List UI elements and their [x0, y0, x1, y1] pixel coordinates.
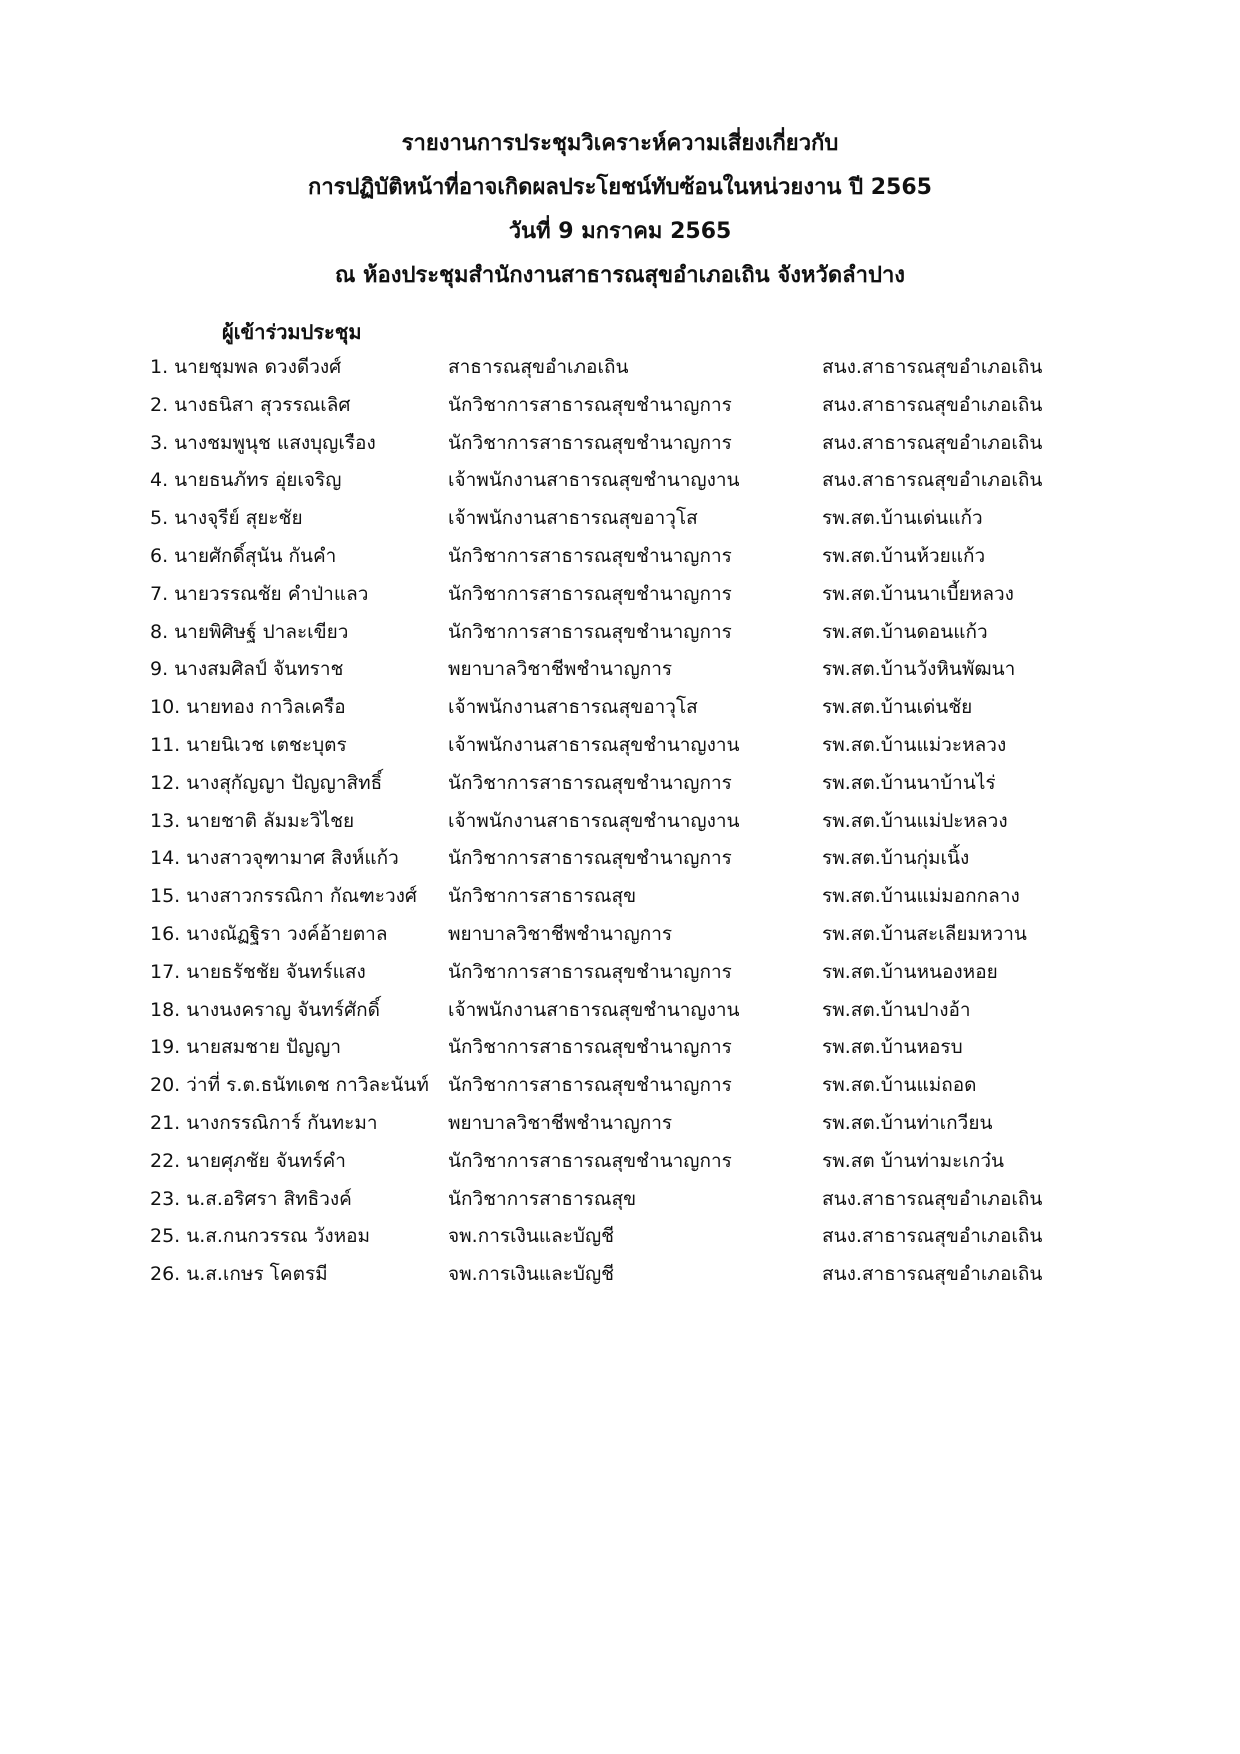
- attendee-number-name: 17. นายธรัชชัย จันทร์แสง: [150, 960, 366, 983]
- attendee-number-name: 13. นายชาติ ลัมมะวิไชย: [150, 809, 355, 832]
- attendee-organization: รพ.สต.บ้านวังหินพัฒนา: [822, 658, 1016, 681]
- attendee-number-name: 2. นางธนิสา สุวรรณเลิศ: [150, 393, 351, 416]
- list-item: [150, 425, 1090, 463]
- list-item: [150, 840, 1090, 878]
- list-item: [150, 1105, 1090, 1143]
- attendee-number-name: 10. นายทอง กาวิลเครือ: [150, 696, 346, 719]
- attendee-position: พยาบาลวิชาชีพชำนาญการ: [448, 922, 673, 945]
- attendee-position: นักวิชาการสาธารณสุขชำนาญการ: [448, 544, 732, 567]
- attendee-number-name: 15. นางสาวกรรณิกา กัณฑะวงศ์: [150, 885, 417, 908]
- attendee-organization: รพ.สต.บ้านแม่ปะหลวง: [822, 809, 1008, 832]
- attendee-number-name: 5. นางจุรีย์ สุยะชัย: [150, 507, 303, 530]
- attendee-organization: รพ.สต.บ้านท่าเกวียน: [822, 1111, 993, 1134]
- attendee-position: เจ้าพนักงานสาธารณสุขอาวุโส: [448, 507, 698, 530]
- list-item: [150, 689, 1090, 727]
- attendee-number-name: 11. นายนิเวช เตชะบุตร: [150, 733, 347, 756]
- attendee-organization: รพ.สต.บ้านนาเบี้ยหลวง: [822, 582, 1014, 605]
- list-item: [150, 614, 1090, 652]
- list-item: [150, 916, 1090, 954]
- attendee-number-name: 26. น.ส.เกษร โคตรมี: [150, 1263, 328, 1286]
- list-item: [150, 1143, 1090, 1181]
- attendee-number-name: 16. นางณัฏฐิรา วงค์อ้ายตาล: [150, 922, 388, 945]
- attendee-number-name: 18. นางนงคราญ จันทร์ศักดิ์: [150, 998, 381, 1021]
- attendee-number-name: 22. นายศุภชัย จันทร์คำ: [150, 1149, 346, 1172]
- attendee-number-name: 4. นายธนภัทร อุ่ยเจริญ: [150, 469, 342, 492]
- attendee-list: [150, 349, 1090, 1294]
- attendee-number-name: 8. นายพิศิษฐ์ ปาละเขียว: [150, 620, 349, 643]
- attendee-position: จพ.การเงินและบัญชี: [448, 1225, 615, 1248]
- attendee-number-name: 9. นางสมศิลป์ จันทราช: [150, 658, 344, 681]
- attendee-number-name: 20. ว่าที่ ร.ต.ธนัทเดช กาวิละนันท์: [150, 1074, 429, 1097]
- attendee-organization: รพ.สต.บ้านแม่ถอด: [822, 1074, 977, 1097]
- attendee-organization: รพ.สต.บ้านนาบ้านไร่: [822, 771, 996, 794]
- attendee-number-name: 14. นางสาวจุฑามาศ สิงห์แก้ว: [150, 847, 399, 870]
- attendee-position: เจ้าพนักงานสาธารณสุขอาวุโส: [448, 696, 698, 719]
- attendee-position: นักวิชาการสาธารณสุขชำนาญการ: [448, 771, 732, 794]
- attendee-position: จพ.การเงินและบัญชี: [448, 1263, 615, 1286]
- attendee-position: นักวิชาการสาธารณสุขชำนาญการ: [448, 582, 732, 605]
- attendee-number-name: 19. นายสมชาย ปัญญา: [150, 1036, 342, 1059]
- list-item: [150, 727, 1090, 765]
- attendee-organization: รพ.สต.บ้านแม่วะหลวง: [822, 733, 1007, 756]
- list-item: [150, 1181, 1090, 1219]
- attendee-position: สาธารณสุขอำเภอเถิน: [448, 356, 629, 378]
- attendee-organization: รพ.สต.บ้านเด่นชัย: [822, 696, 973, 719]
- attendee-position: นักวิชาการสาธารณสุขชำนาญการ: [448, 1036, 732, 1059]
- attendee-position: เจ้าพนักงานสาธารณสุขชำนาญงาน: [448, 998, 740, 1021]
- attendee-organization: สนง.สาธารณสุขอำเภอเถิน: [822, 469, 1043, 492]
- list-item: [150, 462, 1090, 500]
- attendee-organization: รพ.สต.บ้านหอรบ: [822, 1036, 963, 1059]
- attendee-position: นักวิชาการสาธารณสุข: [448, 1187, 637, 1210]
- attendee-organization: รพ.สต.บ้านเด่นแก้ว: [822, 507, 983, 530]
- attendee-number-name: 12. นางสุกัญญา ปัญญาสิทธิ์: [150, 771, 383, 794]
- attendee-organization: รพ.สต.บ้านกุ่มเนิ้ง: [822, 847, 970, 870]
- heading-line: รายงานการประชุมวิเคราะห์ความเสี่ยงเกี่ยวกับ: [401, 131, 839, 156]
- attendee-number-name: 25. น.ส.กนกวรรณ วังหอม: [150, 1225, 371, 1248]
- attendee-position: เจ้าพนักงานสาธารณสุขชำนาญงาน: [448, 469, 740, 492]
- list-item: [150, 1029, 1090, 1067]
- attendees-section-title: ผู้เข้าร่วมประชุม: [222, 320, 362, 344]
- attendee-position: นักวิชาการสาธารณสุขชำนาญการ: [448, 960, 732, 983]
- attendee-organization: รพ.สต.บ้านห้วยแก้ว: [822, 544, 986, 567]
- list-item: [150, 803, 1090, 841]
- attendee-organization: สนง.สาธารณสุขอำเภอเถิน: [822, 1263, 1043, 1286]
- attendee-position: นักวิชาการสาธารณสุข: [448, 885, 637, 908]
- list-item: [150, 954, 1090, 992]
- attendee-organization: สนง.สาธารณสุขอำเภอเถิน: [822, 1225, 1043, 1248]
- attendee-number-name: 1. นายชุมพล ดวงดีวงศ์: [150, 356, 342, 378]
- list-item: [150, 878, 1090, 916]
- attendee-number-name: 6. นายศักดิ์สุนัน กันคำ: [150, 544, 337, 567]
- list-item: [150, 576, 1090, 614]
- attendee-position: เจ้าพนักงานสาธารณสุขชำนาญงาน: [448, 733, 740, 756]
- attendee-organization: สนง.สาธารณสุขอำเภอเถิน: [822, 356, 1043, 378]
- attendee-position: เจ้าพนักงานสาธารณสุขชำนาญงาน: [448, 809, 740, 832]
- list-item: [150, 765, 1090, 803]
- heading-line: วันที่ 9 มกราคม 2565: [508, 219, 732, 244]
- attendee-position: นักวิชาการสาธารณสุขชำนาญการ: [448, 393, 732, 416]
- attendee-position: พยาบาลวิชาชีพชำนาญการ: [448, 1111, 673, 1134]
- attendee-position: พยาบาลวิชาชีพชำนาญการ: [448, 658, 673, 681]
- attendee-organization: รพ.สต.บ้านแม่มอกกลาง: [822, 885, 1020, 908]
- attendee-organization: สนง.สาธารณสุขอำเภอเถิน: [822, 1187, 1043, 1210]
- list-item: [150, 1256, 1090, 1294]
- list-item: [150, 651, 1090, 689]
- attendee-organization: รพ.สต.บ้านหนองหอย: [822, 960, 998, 983]
- attendee-position: นักวิชาการสาธารณสุขชำนาญการ: [448, 1074, 732, 1097]
- attendee-organization: รพ.สต.บ้านปางอ้า: [822, 998, 971, 1021]
- heading-line: ณ ห้องประชุมสำนักงานสาธารณสุขอำเภอเถิน จังหวัดลำปาง: [334, 263, 906, 288]
- attendee-organization: รพ.สต.บ้านสะเลียมหวาน: [822, 922, 1027, 945]
- attendee-organization: สนง.สาธารณสุขอำเภอเถิน: [822, 393, 1043, 416]
- attendee-number-name: 3. นางชมพูนุช แสงบุญเรือง: [150, 431, 376, 454]
- list-item: [150, 349, 1090, 387]
- list-item: [150, 387, 1090, 425]
- list-item: [150, 538, 1090, 576]
- attendee-number-name: 21. นางกรรณิการ์ กันทะมา: [150, 1111, 378, 1134]
- list-item: [150, 992, 1090, 1030]
- heading-line: การปฏิบัติหน้าที่อาจเกิดผลประโยชน์ทับซ้อนในหน่วยงาน ปี 2565: [308, 175, 932, 200]
- attendee-position: นักวิชาการสาธารณสุขชำนาญการ: [448, 847, 732, 870]
- attendee-organization: รพ.สต บ้านท่ามะเกว๋น: [822, 1149, 1005, 1172]
- list-item: [150, 500, 1090, 538]
- list-item: [150, 1218, 1090, 1256]
- document-heading: [0, 122, 1240, 298]
- attendee-number-name: 23. น.ส.อริศรา สิทธิวงค์: [150, 1187, 352, 1210]
- attendee-position: นักวิชาการสาธารณสุขชำนาญการ: [448, 1149, 732, 1172]
- attendee-number-name: 7. นายวรรณชัย คำป่าแลว: [150, 582, 369, 605]
- attendee-position: นักวิชาการสาธารณสุขชำนาญการ: [448, 620, 732, 643]
- attendee-organization: สนง.สาธารณสุขอำเภอเถิน: [822, 431, 1043, 454]
- list-item: [150, 1067, 1090, 1105]
- attendee-organization: รพ.สต.บ้านดอนแก้ว: [822, 620, 988, 643]
- attendee-position: นักวิชาการสาธารณสุขชำนาญการ: [448, 431, 732, 454]
